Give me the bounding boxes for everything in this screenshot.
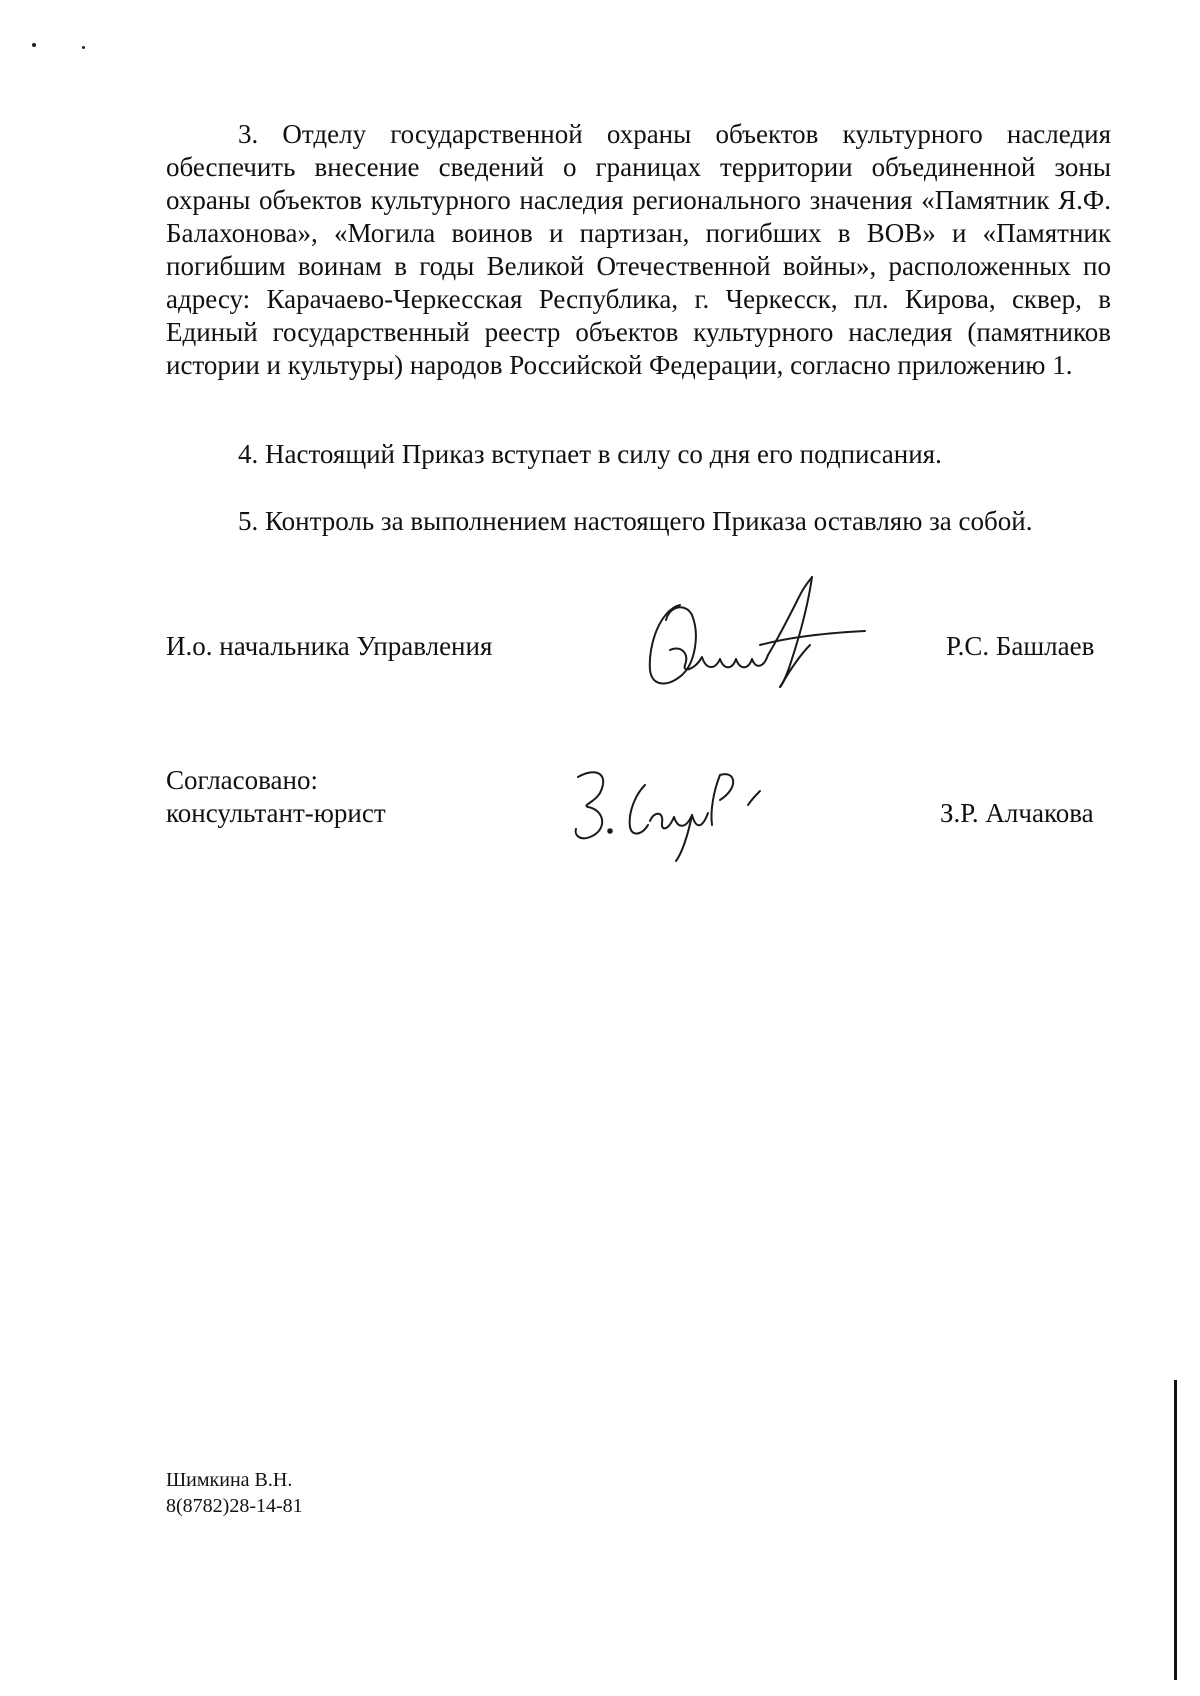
approval-signature-image [570, 755, 780, 865]
approval-name: З.Р. Алчакова [940, 798, 1094, 828]
paragraph-3: 3. Отделу государственной охраны объектов культурного наследия обеспечить внесение сведений о границах территории объединенной зоны охраны объектов культурного наследия регионального значения «Памятник Я.Ф. Балахонова», «Могила воинов и партизан, погибших в ВОВ» и «Памятник погибшим воинам в годы Великой Отечественной войны», расположенных по адресу: Карачаево-Черкесская Республика, г. Черкесск, пл. Кирова, сквер, в Единый государственный реестр объектов культурного наследия (памятников истории и культуры) народов Российской Федерации, согласно приложению 1. [166, 119, 1111, 380]
head-role: И.о. начальника Управления [166, 631, 493, 661]
approval-role: консультант-юрист [166, 798, 386, 828]
contact-phone: 8(8782)28-14-81 [166, 1495, 303, 1517]
scan-speck [82, 46, 85, 49]
scan-edge-line [1174, 1380, 1177, 1680]
head-signature-image [640, 575, 870, 700]
signature-block-head [166, 630, 1111, 680]
scan-speck [32, 43, 36, 47]
head-name: Р.С. Башлаев [946, 631, 1095, 661]
paragraph-4: 4. Настоящий Приказ вступает в силу со дня его подписания. [238, 439, 942, 469]
approval-label: Согласовано: [166, 765, 318, 795]
contact-person: Шимкина В.Н. [166, 1469, 293, 1491]
paragraph-5: 5. Контроль за выполнением настоящего Приказа оставляю за собой. [238, 506, 1033, 536]
